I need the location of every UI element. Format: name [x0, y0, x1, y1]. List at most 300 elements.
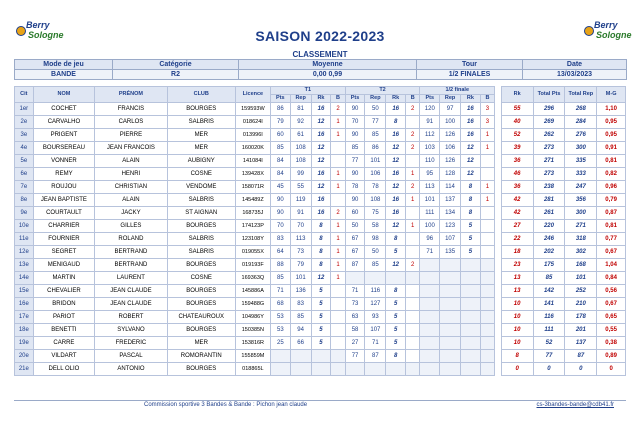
- cell-t2-rk: [386, 272, 406, 285]
- cell-total-pts: 141: [533, 298, 565, 311]
- value-mode: BANDE: [15, 70, 113, 80]
- cell-t1-pts: 90: [270, 194, 290, 207]
- cell-prenom: CARLOS: [95, 116, 168, 129]
- col-mg: M-G: [597, 87, 626, 103]
- cell-total-pts: 273: [533, 168, 565, 181]
- cell-t1-b: 1: [331, 129, 345, 142]
- cell-t3-rep: 126: [440, 155, 461, 168]
- cell-rank: 0: [501, 363, 533, 376]
- cell-mg: 0,96: [597, 181, 626, 194]
- cell-t1-rk: 5: [311, 311, 331, 324]
- cell-t3-pts: 112: [420, 129, 440, 142]
- ranking-table: [14, 86, 626, 376]
- cell-total-rep: 101: [565, 272, 597, 285]
- cell-t3-rk: 5: [461, 220, 481, 233]
- cell-t1-pts: 53: [270, 324, 290, 337]
- col-group-t1: T1: [270, 87, 345, 95]
- cell-mg: 0,55: [597, 324, 626, 337]
- cell-t2-rk: 12: [386, 259, 406, 272]
- cell-licence: 174123P: [235, 220, 270, 233]
- cell-cit: 8e: [15, 194, 34, 207]
- col-group-finale: 1/2 finale: [420, 87, 495, 95]
- cell-rank: 39: [501, 142, 533, 155]
- cell-licence: 145886A: [235, 285, 270, 298]
- classement-heading: CLASSEMENT: [292, 50, 348, 59]
- cell-t1-rep: 99: [290, 168, 311, 181]
- cell-total-pts: 281: [533, 194, 565, 207]
- cell-rank: 10: [501, 337, 533, 350]
- cell-total-rep: 300: [565, 207, 597, 220]
- cell-t2-pts: 50: [345, 220, 365, 233]
- cell-prenom: LAURENT: [95, 272, 168, 285]
- logo-text-berry: Berry: [594, 20, 618, 30]
- col-f-b: B: [480, 95, 494, 103]
- cell-t3-rep: [440, 337, 461, 350]
- cell-t1-b: 1: [331, 168, 345, 181]
- cell-t2-b: 2: [406, 129, 420, 142]
- cell-t2-b: [406, 246, 420, 259]
- table-row: [15, 350, 626, 363]
- cell-t2-rk: 12: [386, 155, 406, 168]
- cell-cit: 13e: [15, 259, 34, 272]
- cell-t3-rk: [461, 324, 481, 337]
- cell-t1-rk: 5: [311, 298, 331, 311]
- cell-nom: PARIOT: [33, 311, 95, 324]
- cell-total-pts: 220: [533, 220, 565, 233]
- label-mode: Mode de jeu: [15, 60, 113, 70]
- cell-licence: 160020K: [235, 142, 270, 155]
- cell-t2-pts: 67: [345, 246, 365, 259]
- cell-t3-b: [480, 168, 494, 181]
- cell-t3-pts: [420, 298, 440, 311]
- cell-t3-b: [480, 220, 494, 233]
- logo-text-berry: Berry: [26, 20, 50, 30]
- cell-nom: MARTIN: [33, 272, 95, 285]
- cell-t1-rep: 101: [290, 272, 311, 285]
- cell-t3-rep: 134: [440, 207, 461, 220]
- cell-club: MER: [167, 337, 235, 350]
- cell-t3-pts: 101: [420, 194, 440, 207]
- cell-prenom: GILLES: [95, 220, 168, 233]
- cell-cit: 6e: [15, 168, 34, 181]
- cell-t3-rep: [440, 324, 461, 337]
- cell-total-rep: 247: [565, 181, 597, 194]
- cell-t1-pts: 68: [270, 298, 290, 311]
- cell-t1-rk: 5: [311, 337, 331, 350]
- col-total-pts: Total Pts: [533, 87, 565, 103]
- cell-t2-rep: 58: [365, 220, 386, 233]
- cell-t3-rk: 5: [461, 246, 481, 259]
- cell-t3-b: 1: [480, 194, 494, 207]
- cell-prenom: PIERRE: [95, 129, 168, 142]
- table-row: [15, 363, 626, 376]
- cell-t3-b: [480, 285, 494, 298]
- table-row: [15, 285, 626, 298]
- cell-t2-rk: 8: [386, 350, 406, 363]
- cell-t2-rep: 116: [365, 285, 386, 298]
- cell-t1-b: [331, 350, 345, 363]
- cell-t3-b: 1: [480, 129, 494, 142]
- cell-t3-b: 1: [480, 142, 494, 155]
- cell-total-rep: 302: [565, 246, 597, 259]
- cell-nom: BENETTI: [33, 324, 95, 337]
- cell-t1-pts: 85: [270, 272, 290, 285]
- col-f-rk: Rk: [461, 95, 481, 103]
- table-row: [15, 181, 626, 194]
- cell-t3-rep: [440, 259, 461, 272]
- cell-total-rep: 201: [565, 324, 597, 337]
- cell-t2-rep: 78: [365, 181, 386, 194]
- cell-t1-b: 1: [331, 272, 345, 285]
- cell-t1-rep: 70: [290, 220, 311, 233]
- cell-mg: 0: [597, 363, 626, 376]
- cell-total-pts: 111: [533, 324, 565, 337]
- cell-t3-pts: 95: [420, 168, 440, 181]
- cell-t2-b: [406, 155, 420, 168]
- commission-credit: Commission sportive 3 Bandes & Bande : Pichon jean claude: [144, 402, 308, 408]
- cell-total-pts: 142: [533, 285, 565, 298]
- cell-mg: 0,67: [597, 298, 626, 311]
- cell-rank: 13: [501, 285, 533, 298]
- cell-cit: 16e: [15, 298, 34, 311]
- cell-t2-rep: 98: [365, 233, 386, 246]
- cell-club: BOURGES: [167, 324, 235, 337]
- cell-rank: 46: [501, 168, 533, 181]
- cell-t1-rk: 8: [311, 246, 331, 259]
- cell-t2-pts: 77: [345, 155, 365, 168]
- cell-t1-pts: 86: [270, 103, 290, 116]
- table-row: [15, 272, 626, 285]
- cell-mg: 1,04: [597, 259, 626, 272]
- cell-t1-pts: 84: [270, 155, 290, 168]
- cell-t2-b: [406, 285, 420, 298]
- cell-t1-rep: 61: [290, 129, 311, 142]
- value-average: 0,00 0,99: [239, 70, 417, 80]
- cell-licence: 153816R: [235, 337, 270, 350]
- cell-prenom: ROLAND: [95, 233, 168, 246]
- cell-t3-pts: 91: [420, 116, 440, 129]
- col-group-t2: T2: [345, 87, 420, 95]
- cell-t3-b: [480, 298, 494, 311]
- cell-t3-b: [480, 233, 494, 246]
- page-title: SAISON 2022-2023: [255, 28, 385, 44]
- cell-t2-b: 1: [406, 194, 420, 207]
- cell-nom: VILDART: [33, 350, 95, 363]
- cell-total-rep: 335: [565, 155, 597, 168]
- cell-total-rep: 87: [565, 350, 597, 363]
- cell-t1-rk: 8: [311, 233, 331, 246]
- cell-t1-rep: 113: [290, 233, 311, 246]
- cell-total-rep: 276: [565, 129, 597, 142]
- cell-t1-rep: 91: [290, 207, 311, 220]
- cell-nom: FOURNIER: [33, 233, 95, 246]
- cell-t2-b: [406, 207, 420, 220]
- table-row: [15, 207, 626, 220]
- cell-club: BOURGES: [167, 259, 235, 272]
- cell-t2-b: [406, 324, 420, 337]
- page-header: [14, 20, 632, 48]
- cell-t3-rep: 114: [440, 181, 461, 194]
- table-row: [15, 337, 626, 350]
- cell-t3-rk: 16: [461, 116, 481, 129]
- cell-t2-rk: 5: [386, 311, 406, 324]
- cell-t1-b: [331, 155, 345, 168]
- cell-licence: 169363Q: [235, 272, 270, 285]
- cell-club: MER: [167, 129, 235, 142]
- col-t2-rk: Rk: [386, 95, 406, 103]
- cell-cit: 5e: [15, 155, 34, 168]
- cell-t1-b: 1: [331, 181, 345, 194]
- cell-total-rep: 268: [565, 103, 597, 116]
- cell-t3-rep: 100: [440, 116, 461, 129]
- cell-t2-rk: [386, 363, 406, 376]
- cell-rank: 23: [501, 259, 533, 272]
- cell-rank: 40: [501, 116, 533, 129]
- cell-total-rep: 168: [565, 259, 597, 272]
- cell-t3-pts: 96: [420, 233, 440, 246]
- cell-t2-rk: 16: [386, 168, 406, 181]
- cell-t3-pts: [420, 272, 440, 285]
- cell-t1-rep: 119: [290, 194, 311, 207]
- cell-t1-rep: 108: [290, 142, 311, 155]
- cell-t3-b: [480, 311, 494, 324]
- cell-rank: 10: [501, 311, 533, 324]
- cell-t1-pts: 90: [270, 207, 290, 220]
- cell-t1-rep: 85: [290, 311, 311, 324]
- cell-t3-b: 3: [480, 116, 494, 129]
- logo-text-sologne: Sologne: [28, 30, 64, 40]
- cell-t3-rep: 107: [440, 233, 461, 246]
- cell-licence: 104986Y: [235, 311, 270, 324]
- cell-prenom: CHRISTIAN: [95, 181, 168, 194]
- cell-t1-rk: 16: [311, 103, 331, 116]
- cell-t3-rk: 8: [461, 194, 481, 207]
- cell-rank: 18: [501, 246, 533, 259]
- cell-t3-rk: 16: [461, 103, 481, 116]
- cell-t2-pts: 67: [345, 233, 365, 246]
- cell-t2-pts: [345, 272, 365, 285]
- cell-t3-rk: 12: [461, 142, 481, 155]
- cell-t1-pts: 85: [270, 142, 290, 155]
- cell-t3-rk: [461, 285, 481, 298]
- cell-rank: 42: [501, 194, 533, 207]
- cell-rank: 10: [501, 324, 533, 337]
- cell-t2-rk: 8: [386, 285, 406, 298]
- cell-total-pts: 296: [533, 103, 565, 116]
- cell-t3-rep: 106: [440, 142, 461, 155]
- cell-club: BOURGES: [167, 220, 235, 233]
- cell-t1-b: 1: [331, 259, 345, 272]
- cell-total-pts: 77: [533, 350, 565, 363]
- cell-t2-pts: 70: [345, 116, 365, 129]
- cell-t3-rk: [461, 337, 481, 350]
- cell-t2-rk: 12: [386, 181, 406, 194]
- berry-sologne-logo-right: [582, 20, 632, 48]
- cell-nom: SEGRET: [33, 246, 95, 259]
- cell-licence: 019055X: [235, 246, 270, 259]
- cell-rank: 36: [501, 181, 533, 194]
- logo-text-sologne: Sologne: [596, 30, 632, 40]
- cell-t1-pts: 25: [270, 337, 290, 350]
- cell-total-pts: 246: [533, 233, 565, 246]
- table-row: [15, 298, 626, 311]
- cell-t3-rk: 8: [461, 207, 481, 220]
- cell-t3-rk: [461, 350, 481, 363]
- cell-t3-rep: [440, 298, 461, 311]
- cell-t2-rk: 16: [386, 103, 406, 116]
- col-f-pts: Pts: [420, 95, 440, 103]
- col-licence: Licence: [235, 87, 270, 103]
- col-t1-rep: Rep: [290, 95, 311, 103]
- cell-t2-pts: 90: [345, 103, 365, 116]
- cell-t1-rep: 81: [290, 103, 311, 116]
- cell-t1-pts: 64: [270, 246, 290, 259]
- cell-t1-rk: 5: [311, 285, 331, 298]
- cell-cit: 18e: [15, 324, 34, 337]
- cell-t1-rk: 12: [311, 155, 331, 168]
- cell-t1-pts: 83: [270, 233, 290, 246]
- cell-nom: CARVALHO: [33, 116, 95, 129]
- table-row: [15, 233, 626, 246]
- cell-club: ST AIGNAN: [167, 207, 235, 220]
- cell-t2-pts: [345, 363, 365, 376]
- cell-t2-pts: 27: [345, 337, 365, 350]
- cell-t2-rk: 5: [386, 298, 406, 311]
- cell-total-pts: 116: [533, 311, 565, 324]
- cell-prenom: JACKY: [95, 207, 168, 220]
- cell-licence: 159593W: [235, 103, 270, 116]
- cell-nom: BOURSEREAU: [33, 142, 95, 155]
- cell-t3-pts: [420, 285, 440, 298]
- cell-t1-b: 1: [331, 233, 345, 246]
- cell-t2-pts: 63: [345, 311, 365, 324]
- page-footer: [14, 402, 626, 411]
- cell-t1-rep: 92: [290, 116, 311, 129]
- cell-prenom: ANTONIO: [95, 363, 168, 376]
- table-row: [15, 324, 626, 337]
- cell-t1-b: [331, 337, 345, 350]
- cell-t2-rep: 93: [365, 311, 386, 324]
- table-row: [15, 142, 626, 155]
- cell-prenom: ALAIN: [95, 155, 168, 168]
- cell-cit: 17e: [15, 311, 34, 324]
- cell-licence: 141084I: [235, 155, 270, 168]
- cell-t2-b: [406, 298, 420, 311]
- cell-t2-pts: 58: [345, 324, 365, 337]
- cell-t1-b: [331, 298, 345, 311]
- cell-mg: 0,91: [597, 142, 626, 155]
- cell-t3-rk: [461, 311, 481, 324]
- cell-t2-rep: 75: [365, 207, 386, 220]
- cell-t2-rk: 8: [386, 116, 406, 129]
- cell-total-pts: 269: [533, 116, 565, 129]
- cell-licence: 168735J: [235, 207, 270, 220]
- cell-t3-rk: 5: [461, 233, 481, 246]
- cell-nom: COURTAULT: [33, 207, 95, 220]
- cell-club: SALBRIS: [167, 194, 235, 207]
- cell-t2-rk: 5: [386, 246, 406, 259]
- contact-email-link[interactable]: cs-3bandes-bande@cdb41.fr: [536, 402, 614, 408]
- cell-nom: CHARRIER: [33, 220, 95, 233]
- cell-prenom: FREDERIC: [95, 337, 168, 350]
- value-category: R2: [113, 70, 239, 80]
- cell-t3-rep: 123: [440, 220, 461, 233]
- cell-cit: 19e: [15, 337, 34, 350]
- table-row: [15, 311, 626, 324]
- cell-t1-rk: 12: [311, 142, 331, 155]
- cell-t2-pts: 60: [345, 207, 365, 220]
- cell-total-pts: 238: [533, 181, 565, 194]
- cell-total-rep: 0: [565, 363, 597, 376]
- cell-licence: 018624I: [235, 116, 270, 129]
- cell-total-rep: 137: [565, 337, 597, 350]
- cell-t1-rep: 108: [290, 155, 311, 168]
- col-cit: Cit: [15, 87, 34, 103]
- cell-club: BOURGES: [167, 285, 235, 298]
- cell-club: AUBIGNY: [167, 155, 235, 168]
- cell-prenom: PASCAL: [95, 350, 168, 363]
- cell-prenom: ALAIN: [95, 194, 168, 207]
- cell-nom: VONNER: [33, 155, 95, 168]
- cell-t2-b: [406, 116, 420, 129]
- cell-rank: 27: [501, 220, 533, 233]
- cell-total-pts: 0: [533, 363, 565, 376]
- cell-t2-pts: 90: [345, 168, 365, 181]
- cell-t2-rep: 86: [365, 142, 386, 155]
- cell-licence: 158071R: [235, 181, 270, 194]
- col-club: CLUB: [167, 87, 235, 103]
- cell-t3-rk: 16: [461, 129, 481, 142]
- cell-t2-rep: 101: [365, 155, 386, 168]
- cell-t3-b: 1: [480, 181, 494, 194]
- value-date: 13/03/2023: [523, 70, 627, 80]
- cell-t3-b: [480, 272, 494, 285]
- cell-t2-rep: 108: [365, 194, 386, 207]
- cell-t1-b: [331, 363, 345, 376]
- table-row: [15, 168, 626, 181]
- cell-t1-b: 1: [331, 116, 345, 129]
- col-t2-pts: Pts: [345, 95, 365, 103]
- cell-total-pts: 202: [533, 246, 565, 259]
- cell-t1-pts: 71: [270, 285, 290, 298]
- cell-prenom: BERTRAND: [95, 246, 168, 259]
- cell-licence: 159488G: [235, 298, 270, 311]
- cell-t3-rep: [440, 350, 461, 363]
- cell-t1-rep: 79: [290, 259, 311, 272]
- cell-t1-rep: 94: [290, 324, 311, 337]
- value-round: 1/2 FINALES: [417, 70, 523, 80]
- cell-t3-b: [480, 246, 494, 259]
- cell-mg: 0,81: [597, 155, 626, 168]
- cell-t3-b: [480, 324, 494, 337]
- table-row: [15, 246, 626, 259]
- table-row: [15, 103, 626, 116]
- cell-t1-rk: [311, 363, 331, 376]
- cell-t2-pts: 71: [345, 285, 365, 298]
- cell-rank: 13: [501, 272, 533, 285]
- cell-cit: 20e: [15, 350, 34, 363]
- cell-t3-pts: 100: [420, 220, 440, 233]
- cell-t2-rep: 71: [365, 337, 386, 350]
- cell-mg: 0,95: [597, 129, 626, 142]
- col-total-rep: Total Rep: [565, 87, 597, 103]
- cell-licence: 155859M: [235, 350, 270, 363]
- cell-t1-pts: 60: [270, 129, 290, 142]
- cell-t1-rk: 12: [311, 181, 331, 194]
- col-f-rep: Rep: [440, 95, 461, 103]
- cell-mg: 1,10: [597, 103, 626, 116]
- cell-t2-b: [406, 337, 420, 350]
